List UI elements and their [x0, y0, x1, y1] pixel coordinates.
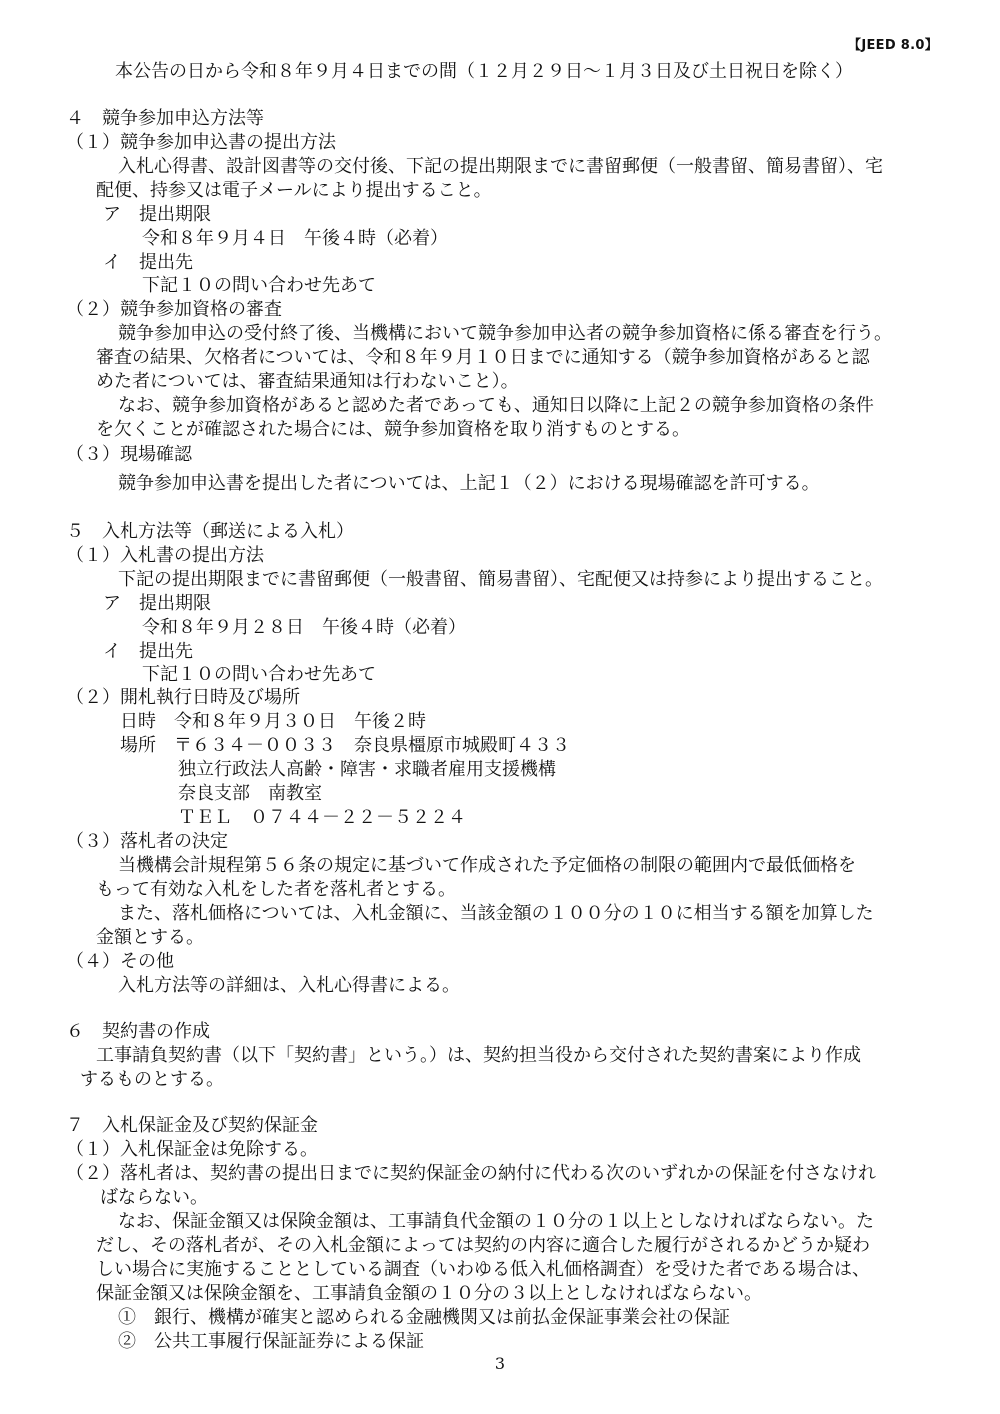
item-heading: ア 提出期限: [103, 204, 211, 225]
subsection-heading: （２）競争参加資格の審査: [66, 299, 282, 320]
document-version-tag: 【JEED 8.0】: [848, 38, 938, 53]
section-heading: ４ 競争参加申込方法等: [66, 108, 264, 129]
text-line: するものとする。: [80, 1069, 224, 1090]
text-line: 令和８年９月４日 午後４時（必着）: [142, 228, 448, 249]
text-line: 競争参加申込の受付終了後、当機構において競争参加申込者の競争参加資格に係る審査を行う。: [118, 323, 892, 344]
text-line: しい場合に実施することとしている調査（いわゆる低入札価格調査）を受けた者である場合は、: [96, 1259, 870, 1280]
subsection-heading: （２）落札者は、契約書の提出日までに契約保証金の納付に代わる次のいずれかの保証を付さなけれ: [66, 1163, 876, 1184]
text-line: 独立行政法人高齢・障害・求職者雇用支援機構: [178, 759, 556, 780]
list-item: ① 銀行、機構が確実と認められる金融機関又は前払金保証事業会社の保証: [118, 1307, 730, 1328]
text-line: なお、保証金額又は保険金額は、工事請負代金額の１０分の１以上としなければならない。た: [118, 1211, 874, 1232]
item-heading: イ 提出先: [103, 641, 193, 662]
text-line: 入札方法等の詳細は、入札心得書による。: [118, 975, 460, 996]
text-line: ばならない。: [100, 1187, 208, 1208]
text-line: 奈良支部 南教室: [178, 783, 322, 804]
section-heading: ６ 契約書の作成: [66, 1021, 210, 1042]
subsection-heading: （１）入札書の提出方法: [66, 545, 264, 566]
text-line: なお、競争参加資格があると認めた者であっても、通知日以降に上記２の競争参加資格の条件: [118, 395, 874, 416]
text-line: 日時 令和８年９月３０日 午後２時: [120, 711, 426, 732]
text-line: また、落札価格については、入札金額に、当該金額の１００分の１０に相当する額を加算した: [118, 903, 874, 924]
text-line: もって有効な入札をした者を落札者とする。: [96, 879, 456, 900]
text-line: 保証金額又は保険金額を、工事請負金額の１０分の３以上としなければならない。: [96, 1283, 762, 1304]
text-line: 本公告の日から令和８年９月４日までの間（１２月２９日～１月３日及び土日祝日を除く）: [115, 61, 853, 82]
text-line: 下記の提出期限までに書留郵便（一般書留、簡易書留）、宅配便又は持参により提出すること。: [118, 569, 883, 590]
page-number: 3: [494, 1354, 506, 1373]
text-line: 配便、持参又は電子メールにより提出すること。: [96, 180, 492, 201]
text-line: 場所 〒６３４－００３３ 奈良県橿原市城殿町４３３: [120, 735, 570, 756]
subsection-heading: （３）落札者の決定: [66, 831, 228, 852]
subsection-heading: （３）現場確認: [66, 444, 192, 465]
text-line: 入札心得書、設計図書等の交付後、下記の提出期限までに書留郵便（一般書留、簡易書留）、宅: [118, 156, 883, 177]
text-line: 審査の結果、欠格者については、令和８年９月１０日までに通知する（競争参加資格があると認: [96, 347, 870, 368]
text-line: 下記１０の問い合わせ先あて: [142, 664, 376, 685]
text-line: を欠くことが確認された場合には、競争参加資格を取り消すものとする。: [96, 419, 690, 440]
text-line: 当機構会計規程第５６条の規定に基づいて作成された予定価格の制限の範囲内で最低価格を: [118, 855, 856, 876]
text-line: 工事請負契約書（以下「契約書」という。）は、契約担当役から交付された契約書案により作成: [96, 1045, 861, 1066]
text-line: ＴＥＬ ０７４４－２２－５２２４: [178, 807, 466, 828]
subsection-heading: （４）その他: [66, 951, 174, 972]
section-heading: ５ 入札方法等（郵送による入札）: [66, 521, 354, 542]
item-heading: イ 提出先: [103, 252, 193, 273]
section-heading: ７ 入札保証金及び契約保証金: [66, 1115, 318, 1136]
list-item: ② 公共工事履行保証証券による保証: [118, 1331, 424, 1352]
text-line: 金額とする。: [96, 927, 204, 948]
subsection-heading: （１）入札保証金は免除する。: [66, 1139, 318, 1160]
text-line: 令和８年９月２８日 午後４時（必着）: [142, 617, 466, 638]
text-line: めた者については、審査結果通知は行わないこと）。: [96, 371, 519, 392]
subsection-heading: （２）開札執行日時及び場所: [66, 687, 300, 708]
subsection-heading: （１）競争参加申込書の提出方法: [66, 132, 336, 153]
text-line: 競争参加申込書を提出した者については、上記１（２）における現場確認を許可する。: [118, 473, 820, 494]
text-line: だし、その落札者が、その入札金額によっては契約の内容に適合した履行がされるかどうか疑わ: [96, 1235, 870, 1256]
text-line: 下記１０の問い合わせ先あて: [142, 275, 376, 296]
item-heading: ア 提出期限: [103, 593, 211, 614]
